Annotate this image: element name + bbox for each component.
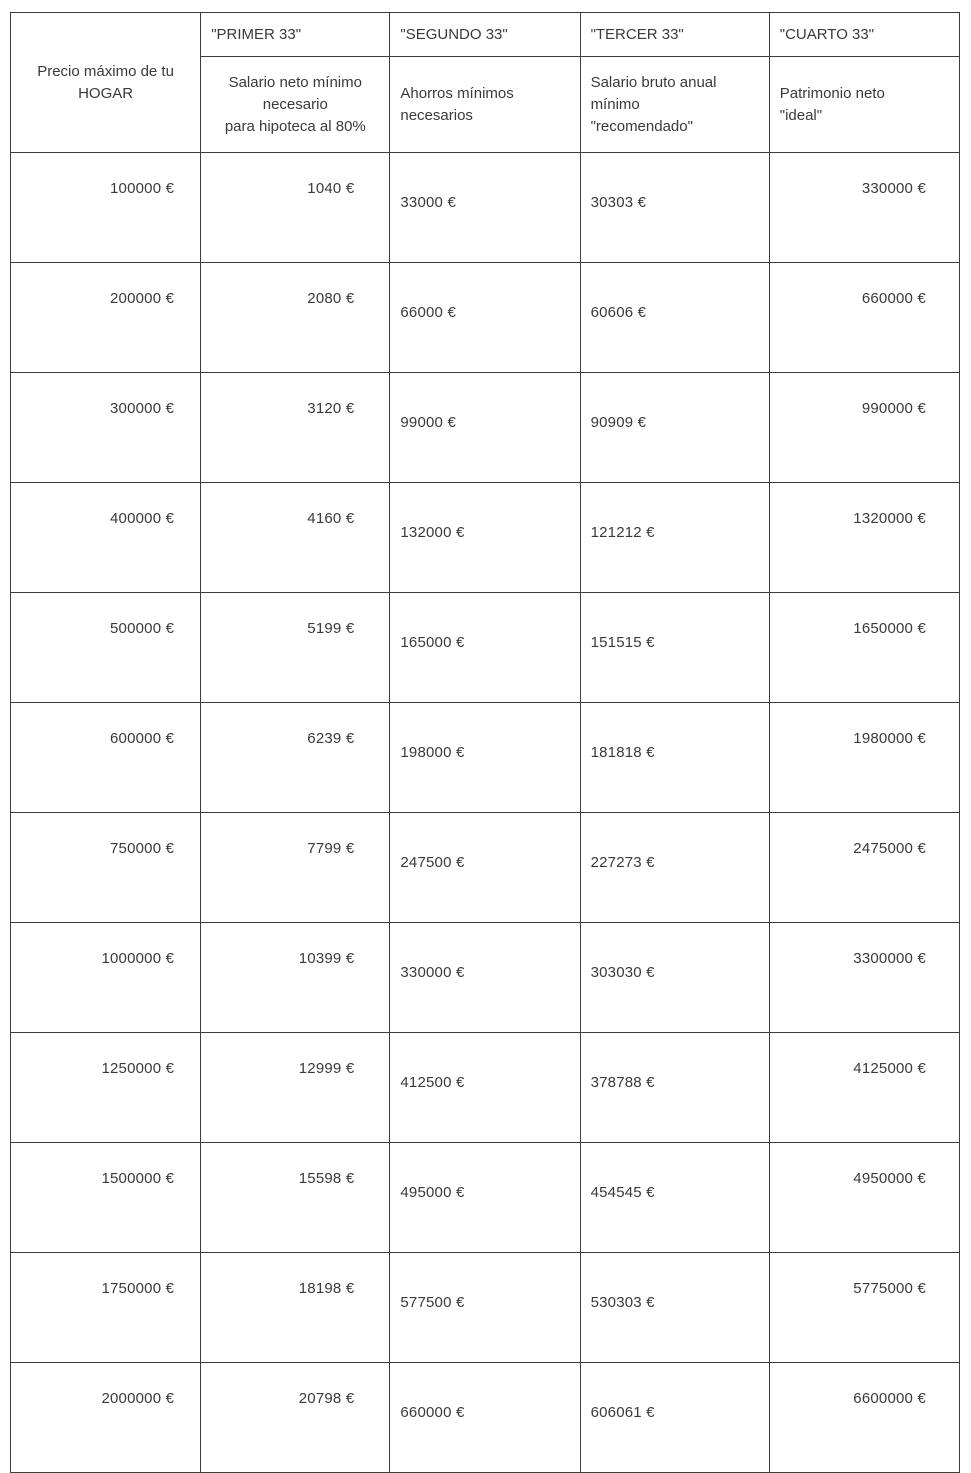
- ahorros-cell: 165000 €: [390, 593, 580, 703]
- table-row: [11, 923, 960, 1033]
- precio-maximo-cell: 500000 €: [11, 593, 201, 703]
- table-row: [11, 373, 960, 483]
- salario-bruto-cell: 378788 €: [580, 1033, 769, 1143]
- salario-neto-cell: 1040 €: [201, 153, 390, 263]
- ahorros-cell: 660000 €: [390, 1363, 580, 1473]
- corner-header: Precio máximo de tu HOGAR: [11, 13, 201, 153]
- salario-bruto-cell: 530303 €: [580, 1253, 769, 1363]
- salario-bruto-cell: 606061 €: [580, 1363, 769, 1473]
- ahorros-cell: 198000 €: [390, 703, 580, 813]
- precio-maximo-cell: 1250000 €: [11, 1033, 201, 1143]
- precio-maximo-cell: 400000 €: [11, 483, 201, 593]
- salario-neto-cell: 20798 €: [201, 1363, 390, 1473]
- patrimonio-cell: 1980000 €: [769, 703, 959, 813]
- salario-neto-cell: 18198 €: [201, 1253, 390, 1363]
- table-row: [11, 703, 960, 813]
- group-header-segundo: "SEGUNDO 33": [390, 13, 580, 57]
- salario-bruto-cell: 303030 €: [580, 923, 769, 1033]
- salario-neto-cell: 5199 €: [201, 593, 390, 703]
- sub-header-salario-neto: Salario neto mínimo necesario para hipoteca al 80%: [201, 57, 390, 153]
- precio-maximo-cell: 600000 €: [11, 703, 201, 813]
- salario-neto-cell: 7799 €: [201, 813, 390, 923]
- ahorros-cell: 33000 €: [390, 153, 580, 263]
- patrimonio-cell: 2475000 €: [769, 813, 959, 923]
- sub-header-patrimonio: Patrimonio neto "ideal": [769, 57, 959, 153]
- salario-neto-cell: 6239 €: [201, 703, 390, 813]
- table-row: [11, 153, 960, 263]
- table-row: [11, 1143, 960, 1253]
- patrimonio-cell: 660000 €: [769, 263, 959, 373]
- ahorros-cell: 577500 €: [390, 1253, 580, 1363]
- group-header-row: [11, 13, 960, 57]
- salario-neto-cell: 12999 €: [201, 1033, 390, 1143]
- salario-bruto-cell: 121212 €: [580, 483, 769, 593]
- precio-maximo-cell: 1000000 €: [11, 923, 201, 1033]
- ahorros-cell: 412500 €: [390, 1033, 580, 1143]
- ahorros-cell: 247500 €: [390, 813, 580, 923]
- salario-neto-cell: 3120 €: [201, 373, 390, 483]
- salario-neto-cell: 4160 €: [201, 483, 390, 593]
- precio-maximo-cell: 1500000 €: [11, 1143, 201, 1253]
- salario-bruto-cell: 454545 €: [580, 1143, 769, 1253]
- salario-neto-cell: 2080 €: [201, 263, 390, 373]
- precio-maximo-cell: 1750000 €: [11, 1253, 201, 1363]
- salario-bruto-cell: 30303 €: [580, 153, 769, 263]
- ahorros-cell: 132000 €: [390, 483, 580, 593]
- group-header-primer: "PRIMER 33": [201, 13, 390, 57]
- salario-neto-cell: 15598 €: [201, 1143, 390, 1253]
- group-header-cuarto: "CUARTO 33": [769, 13, 959, 57]
- ahorros-cell: 66000 €: [390, 263, 580, 373]
- ahorros-cell: 330000 €: [390, 923, 580, 1033]
- patrimonio-cell: 5775000 €: [769, 1253, 959, 1363]
- ahorros-cell: 495000 €: [390, 1143, 580, 1253]
- patrimonio-cell: 990000 €: [769, 373, 959, 483]
- table-row: [11, 263, 960, 373]
- group-header-tercer: "TERCER 33": [580, 13, 769, 57]
- salario-bruto-cell: 181818 €: [580, 703, 769, 813]
- salario-bruto-cell: 151515 €: [580, 593, 769, 703]
- precio-maximo-cell: 2000000 €: [11, 1363, 201, 1473]
- sub-header-salario-bruto: Salario bruto anual mínimo "recomendado": [580, 57, 769, 153]
- precio-maximo-cell: 750000 €: [11, 813, 201, 923]
- patrimonio-cell: 1320000 €: [769, 483, 959, 593]
- mortgage-table: [10, 12, 960, 1473]
- patrimonio-cell: 1650000 €: [769, 593, 959, 703]
- patrimonio-cell: 330000 €: [769, 153, 959, 263]
- patrimonio-cell: 6600000 €: [769, 1363, 959, 1473]
- precio-maximo-cell: 300000 €: [11, 373, 201, 483]
- table-row: [11, 1253, 960, 1363]
- table-row: [11, 1033, 960, 1143]
- patrimonio-cell: 3300000 €: [769, 923, 959, 1033]
- patrimonio-cell: 4950000 €: [769, 1143, 959, 1253]
- ahorros-cell: 99000 €: [390, 373, 580, 483]
- precio-maximo-cell: 100000 €: [11, 153, 201, 263]
- salario-bruto-cell: 227273 €: [580, 813, 769, 923]
- table-row: [11, 1363, 960, 1473]
- salario-bruto-cell: 90909 €: [580, 373, 769, 483]
- salario-neto-cell: 10399 €: [201, 923, 390, 1033]
- table-row: [11, 593, 960, 703]
- table-row: [11, 813, 960, 923]
- patrimonio-cell: 4125000 €: [769, 1033, 959, 1143]
- precio-maximo-cell: 200000 €: [11, 263, 201, 373]
- table-row: [11, 483, 960, 593]
- sub-header-ahorros: Ahorros mínimos necesarios: [390, 57, 580, 153]
- salario-bruto-cell: 60606 €: [580, 263, 769, 373]
